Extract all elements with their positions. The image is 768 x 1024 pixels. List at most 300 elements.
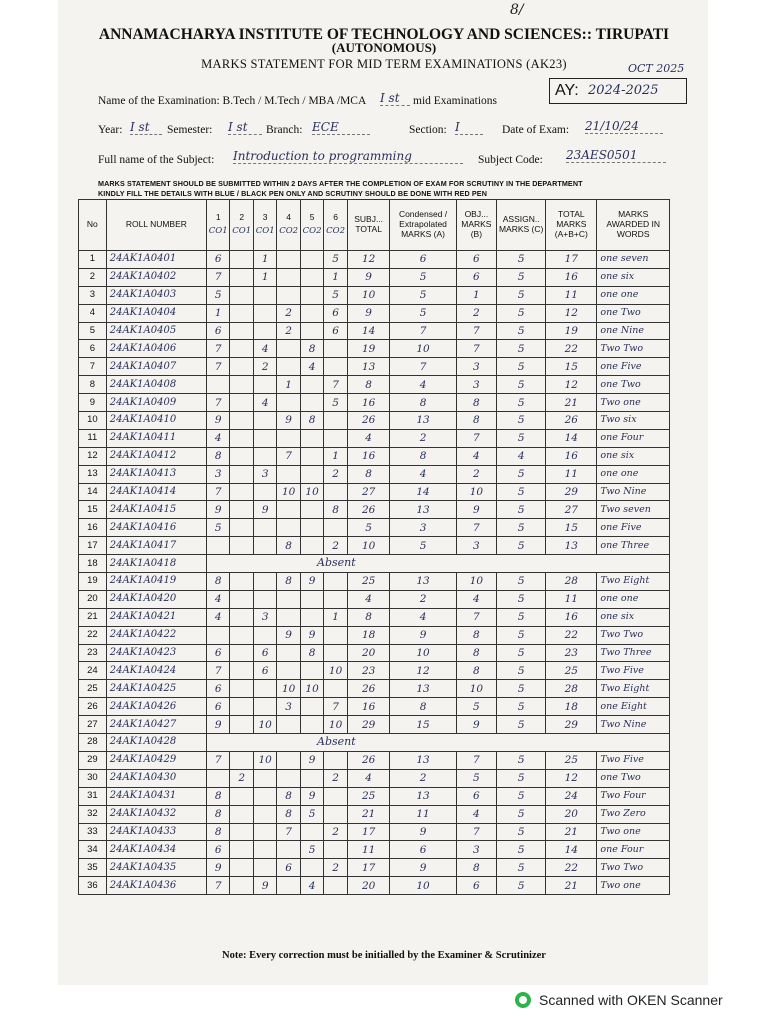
cell-obj: 6 — [456, 877, 497, 895]
cell-q1: 7 — [207, 483, 230, 501]
col-condensed-marks: Condensed / Extrapolated MARKS (A) — [390, 200, 456, 251]
cell-q6: 10 — [324, 716, 347, 734]
cell-assign: 5 — [497, 519, 546, 537]
cell-obj: 8 — [456, 859, 497, 877]
absent-label: Absent — [317, 556, 356, 570]
cell-q1: 4 — [207, 590, 230, 608]
table-row — [79, 429, 670, 447]
cell-condensed: 13 — [390, 751, 456, 769]
cell-assign: 5 — [497, 859, 546, 877]
cell-roll-number: 24AK1A0435 — [106, 859, 206, 877]
cell-q6: 10 — [324, 662, 347, 680]
cell-words: one Four — [597, 429, 670, 447]
cell-roll-number: 24AK1A0415 — [106, 501, 206, 519]
cell-subj-total: 16 — [347, 698, 390, 716]
scanner-text: Scanned with OKEN Scanner — [539, 992, 723, 1008]
cell-q4: 8 — [277, 805, 300, 823]
exam-label: Name of the Examination: B.Tech / M.Tech / MBA /MCA — [98, 95, 367, 107]
cell-assign: 5 — [497, 286, 546, 304]
cell-q4 — [277, 465, 300, 483]
table-row — [79, 376, 670, 394]
cell-total: 26 — [546, 412, 597, 430]
cell-condensed: 4 — [390, 376, 456, 394]
cell-condensed: 6 — [390, 841, 456, 859]
col-q2: 2 CO1 — [230, 200, 253, 251]
table-row — [79, 751, 670, 769]
cell-total: 17 — [546, 251, 597, 269]
cell-assign: 4 — [497, 447, 546, 465]
cell-q5 — [300, 251, 323, 269]
cell-total: 25 — [546, 662, 597, 680]
cell-q2 — [230, 590, 253, 608]
cell-condensed: 11 — [390, 805, 456, 823]
cell-no: 1 — [79, 251, 107, 269]
cell-q4: 9 — [277, 626, 300, 644]
cell-assign: 5 — [497, 662, 546, 680]
cell-q2 — [230, 519, 253, 537]
cell-roll-number: 24AK1A0411 — [106, 429, 206, 447]
table-row — [79, 251, 670, 269]
cell-total: 28 — [546, 680, 597, 698]
table-row — [79, 483, 670, 501]
col-q5: 5 CO2 — [300, 200, 323, 251]
cell-q1 — [207, 626, 230, 644]
col-q4: 4 CO2 — [277, 200, 300, 251]
cell-subj-total: 23 — [347, 662, 390, 680]
cell-total: 16 — [546, 608, 597, 626]
cell-no: 17 — [79, 537, 107, 555]
cell-no: 26 — [79, 698, 107, 716]
cell-q5 — [300, 447, 323, 465]
cell-roll-number: 24AK1A0423 — [106, 644, 206, 662]
cell-q6 — [324, 877, 347, 895]
footer-note: Note: Every correction must be initialled by the Examiner & Scrutinizer — [222, 950, 546, 961]
cell-q2 — [230, 644, 253, 662]
cell-words: one six — [597, 268, 670, 286]
date-label: Date of Exam: — [502, 124, 570, 136]
cell-roll-number: 24AK1A0432 — [106, 805, 206, 823]
cell-q6: 5 — [324, 394, 347, 412]
cell-no: 29 — [79, 751, 107, 769]
cell-assign: 5 — [497, 304, 546, 322]
scanner-logo-icon — [515, 992, 531, 1008]
cell-q4: 9 — [277, 412, 300, 430]
statement-title: MARKS STATEMENT FOR MID TERM EXAMINATIONS (AK23) — [201, 57, 567, 71]
cell-obj: 3 — [456, 376, 497, 394]
cell-no: 27 — [79, 716, 107, 734]
cell-subj-total: 18 — [347, 626, 390, 644]
cell-no: 20 — [79, 590, 107, 608]
cell-subj-total: 8 — [347, 376, 390, 394]
cell-roll-number: 24AK1A0409 — [106, 394, 206, 412]
table-row — [79, 465, 670, 483]
cell-total: 21 — [546, 823, 597, 841]
semester-value: I st — [228, 120, 262, 135]
cell-q6 — [324, 429, 347, 447]
cell-q5 — [300, 698, 323, 716]
cell-q2 — [230, 447, 253, 465]
cell-q4 — [277, 751, 300, 769]
cell-words: one seven — [597, 251, 670, 269]
cell-q1: 7 — [207, 268, 230, 286]
cell-q2 — [230, 412, 253, 430]
cell-q1: 9 — [207, 412, 230, 430]
cell-q6 — [324, 644, 347, 662]
cell-words: Two Four — [597, 787, 670, 805]
cell-condensed: 8 — [390, 394, 456, 412]
instruction-line-2: KINDLY FILL THE DETAILS WITH BLUE / BLACK PEN ONLY AND SCRUTINY SHOULD BE DONE WITH RED PEN — [98, 189, 487, 198]
cell-roll-number: 24AK1A0407 — [106, 358, 206, 376]
cell-words: one Nine — [597, 322, 670, 340]
table-row — [79, 340, 670, 358]
cell-no: 9 — [79, 394, 107, 412]
cell-condensed: 9 — [390, 859, 456, 877]
cell-obj: 7 — [456, 429, 497, 447]
table-row — [79, 859, 670, 877]
cell-q6: 2 — [324, 465, 347, 483]
cell-condensed: 5 — [390, 268, 456, 286]
cell-words: Two one — [597, 394, 670, 412]
cell-assign: 5 — [497, 340, 546, 358]
cell-q4: 1 — [277, 376, 300, 394]
cell-q5 — [300, 376, 323, 394]
cell-words: one Eight — [597, 698, 670, 716]
cell-q4 — [277, 590, 300, 608]
cell-roll-number: 24AK1A0417 — [106, 537, 206, 555]
cell-no: 36 — [79, 877, 107, 895]
cell-subj-total: 17 — [347, 823, 390, 841]
cell-subj-total: 5 — [347, 519, 390, 537]
cell-q4 — [277, 358, 300, 376]
cell-q1: 1 — [207, 304, 230, 322]
cell-total: 14 — [546, 429, 597, 447]
cell-q3 — [253, 376, 276, 394]
cell-roll-number: 24AK1A0410 — [106, 412, 206, 430]
exam-suffix: mid Examinations — [413, 95, 498, 107]
table-row — [79, 537, 670, 555]
cell-roll-number: 24AK1A0430 — [106, 769, 206, 787]
cell-q6 — [324, 590, 347, 608]
cell-roll-number: 24AK1A0422 — [106, 626, 206, 644]
cell-q4: 3 — [277, 698, 300, 716]
cell-obj: 8 — [456, 626, 497, 644]
cell-obj: 5 — [456, 698, 497, 716]
cell-assign: 5 — [497, 769, 546, 787]
cell-no: 7 — [79, 358, 107, 376]
cell-q4 — [277, 340, 300, 358]
cell-q5 — [300, 394, 323, 412]
cell-subj-total: 29 — [347, 716, 390, 734]
cell-roll-number: 24AK1A0413 — [106, 465, 206, 483]
cell-q2 — [230, 787, 253, 805]
table-row — [79, 841, 670, 859]
cell-q2 — [230, 573, 253, 591]
cell-roll-number: 24AK1A0428 — [106, 734, 206, 752]
cell-q2 — [230, 841, 253, 859]
cell-total: 12 — [546, 376, 597, 394]
cell-words: Two Nine — [597, 483, 670, 501]
cell-subj-total: 8 — [347, 608, 390, 626]
cell-q1: 7 — [207, 394, 230, 412]
cell-words: Two Eight — [597, 680, 670, 698]
table-row — [79, 501, 670, 519]
cell-total: 25 — [546, 751, 597, 769]
cell-q3: 2 — [253, 358, 276, 376]
section-label: Section: — [409, 124, 447, 136]
cell-obj: 7 — [456, 519, 497, 537]
cell-q3: 3 — [253, 608, 276, 626]
cell-obj: 9 — [456, 501, 497, 519]
cell-subj-total: 21 — [347, 805, 390, 823]
cell-no: 34 — [79, 841, 107, 859]
cell-assign: 5 — [497, 322, 546, 340]
cell-q5 — [300, 519, 323, 537]
cell-q2 — [230, 322, 253, 340]
cell-q1: 6 — [207, 841, 230, 859]
cell-q3 — [253, 429, 276, 447]
cell-subj-total: 20 — [347, 877, 390, 895]
cell-words: Two Two — [597, 859, 670, 877]
cell-words: one Two — [597, 304, 670, 322]
cell-roll-number: 24AK1A0433 — [106, 823, 206, 841]
cell-no: 10 — [79, 412, 107, 430]
cell-q4: 6 — [277, 859, 300, 877]
cell-no: 28 — [79, 734, 107, 752]
cell-q3 — [253, 322, 276, 340]
cell-q6 — [324, 626, 347, 644]
cell-obj: 9 — [456, 716, 497, 734]
cell-q6 — [324, 358, 347, 376]
cell-obj: 4 — [456, 447, 497, 465]
cell-words: one Three — [597, 537, 670, 555]
cell-obj: 7 — [456, 340, 497, 358]
cell-q4 — [277, 394, 300, 412]
cell-subj-total: 25 — [347, 787, 390, 805]
cell-q1: 4 — [207, 429, 230, 447]
cell-q1: 7 — [207, 340, 230, 358]
cell-subj-total: 27 — [347, 483, 390, 501]
cell-q5: 8 — [300, 340, 323, 358]
cell-q5: 4 — [300, 877, 323, 895]
branch-value: ECE — [312, 120, 370, 135]
cell-q1: 5 — [207, 519, 230, 537]
cell-roll-number: 24AK1A0436 — [106, 877, 206, 895]
cell-obj: 5 — [456, 769, 497, 787]
col-obj-marks: OBJ... MARKS (B) — [456, 200, 497, 251]
cell-total: 21 — [546, 877, 597, 895]
cell-q3 — [253, 823, 276, 841]
cell-condensed: 13 — [390, 680, 456, 698]
cell-obj: 6 — [456, 268, 497, 286]
table-row — [79, 519, 670, 537]
cell-assign: 5 — [497, 465, 546, 483]
cell-q2 — [230, 483, 253, 501]
cell-roll-number: 24AK1A0403 — [106, 286, 206, 304]
year-label: Year: — [98, 124, 123, 136]
cell-q5 — [300, 304, 323, 322]
cell-roll-number: 24AK1A0425 — [106, 680, 206, 698]
table-row — [79, 555, 670, 573]
cell-q1: 9 — [207, 859, 230, 877]
scanner-watermark — [515, 990, 723, 1010]
cell-subj-total: 26 — [347, 751, 390, 769]
cell-no: 24 — [79, 662, 107, 680]
cell-q2 — [230, 751, 253, 769]
cell-q6: 7 — [324, 698, 347, 716]
cell-no: 13 — [79, 465, 107, 483]
cell-q3: 10 — [253, 716, 276, 734]
col-q6: 6 CO2 — [324, 200, 347, 251]
cell-q5: 9 — [300, 626, 323, 644]
cell-condensed: 5 — [390, 304, 456, 322]
cell-q5: 9 — [300, 573, 323, 591]
academic-year-box — [549, 78, 687, 104]
cell-q3 — [253, 698, 276, 716]
cell-q6 — [324, 751, 347, 769]
subject-value: Introduction to programming — [233, 149, 463, 164]
table-row — [79, 716, 670, 734]
cell-q5 — [300, 769, 323, 787]
table-row — [79, 447, 670, 465]
cell-q1: 8 — [207, 823, 230, 841]
cell-total: 12 — [546, 304, 597, 322]
cell-condensed: 8 — [390, 447, 456, 465]
cell-total: 11 — [546, 286, 597, 304]
table-row — [79, 626, 670, 644]
cell-no: 22 — [79, 626, 107, 644]
cell-roll-number: 24AK1A0418 — [106, 555, 206, 573]
col-q1: 1 CO1 — [207, 200, 230, 251]
marks-table-body — [79, 251, 670, 895]
cell-subj-total: 9 — [347, 268, 390, 286]
table-row — [79, 304, 670, 322]
cell-q1: 4 — [207, 608, 230, 626]
cell-subj-total: 17 — [347, 859, 390, 877]
cell-q4: 10 — [277, 483, 300, 501]
cell-assign: 5 — [497, 358, 546, 376]
cell-no: 16 — [79, 519, 107, 537]
cell-obj: 8 — [456, 412, 497, 430]
cell-total: 12 — [546, 769, 597, 787]
cell-subj-total: 26 — [347, 412, 390, 430]
cell-q3 — [253, 841, 276, 859]
cell-words: Two Zero — [597, 805, 670, 823]
cell-total: 28 — [546, 573, 597, 591]
cell-obj: 4 — [456, 590, 497, 608]
cell-roll-number: 24AK1A0429 — [106, 751, 206, 769]
cell-subj-total: 16 — [347, 447, 390, 465]
cell-q2 — [230, 465, 253, 483]
cell-q5 — [300, 590, 323, 608]
cell-condensed: 8 — [390, 698, 456, 716]
cell-q4 — [277, 286, 300, 304]
cell-total: 22 — [546, 626, 597, 644]
cell-q6 — [324, 680, 347, 698]
cell-condensed: 5 — [390, 537, 456, 555]
cell-roll-number: 24AK1A0424 — [106, 662, 206, 680]
cell-q4 — [277, 644, 300, 662]
cell-q1: 6 — [207, 644, 230, 662]
cell-q4 — [277, 841, 300, 859]
table-row — [79, 823, 670, 841]
cell-subj-total: 10 — [347, 537, 390, 555]
cell-q1: 6 — [207, 322, 230, 340]
cell-q3: 6 — [253, 644, 276, 662]
cell-q4 — [277, 608, 300, 626]
cell-assign: 5 — [497, 626, 546, 644]
cell-obj: 7 — [456, 751, 497, 769]
cell-no: 12 — [79, 447, 107, 465]
cell-q4 — [277, 501, 300, 519]
cell-q3 — [253, 769, 276, 787]
cell-q1 — [207, 376, 230, 394]
cell-words: Two Eight — [597, 573, 670, 591]
table-row — [79, 787, 670, 805]
cell-assign: 5 — [497, 501, 546, 519]
subject-code-label: Subject Code: — [478, 154, 543, 166]
cell-condensed: 5 — [390, 286, 456, 304]
cell-condensed: 2 — [390, 769, 456, 787]
cell-q6 — [324, 483, 347, 501]
cell-roll-number: 24AK1A0419 — [106, 573, 206, 591]
cell-subj-total: 25 — [347, 573, 390, 591]
cell-q6: 5 — [324, 286, 347, 304]
cell-words: Two Nine — [597, 716, 670, 734]
marks-table — [78, 199, 670, 895]
cell-subj-total: 20 — [347, 644, 390, 662]
cell-condensed: 13 — [390, 787, 456, 805]
cell-total: 21 — [546, 394, 597, 412]
cell-q5 — [300, 537, 323, 555]
cell-roll-number: 24AK1A0406 — [106, 340, 206, 358]
cell-q1 — [207, 537, 230, 555]
cell-condensed: 10 — [390, 877, 456, 895]
cell-total: 19 — [546, 322, 597, 340]
cell-total: 22 — [546, 859, 597, 877]
cell-q3: 10 — [253, 751, 276, 769]
cell-q5 — [300, 859, 323, 877]
col-assign-marks: ASSIGN.. MARKS (C) — [497, 200, 546, 251]
cell-no: 11 — [79, 429, 107, 447]
cell-q2 — [230, 537, 253, 555]
cell-words: one one — [597, 465, 670, 483]
cell-q5: 10 — [300, 483, 323, 501]
cell-q3 — [253, 787, 276, 805]
cell-q6: 8 — [324, 501, 347, 519]
cell-no: 32 — [79, 805, 107, 823]
cell-q6 — [324, 787, 347, 805]
cell-words: one Two — [597, 376, 670, 394]
cell-obj: 3 — [456, 537, 497, 555]
cell-obj: 1 — [456, 286, 497, 304]
cell-q2 — [230, 286, 253, 304]
cell-subj-total: 12 — [347, 251, 390, 269]
cell-assign: 5 — [497, 787, 546, 805]
cell-subj-total: 26 — [347, 501, 390, 519]
cell-obj: 8 — [456, 644, 497, 662]
cell-q2 — [230, 376, 253, 394]
year-value: I st — [130, 120, 162, 135]
cell-words: Two Five — [597, 751, 670, 769]
cell-q6 — [324, 841, 347, 859]
cell-q5: 5 — [300, 841, 323, 859]
cell-words: Two Five — [597, 662, 670, 680]
cell-no: 35 — [79, 859, 107, 877]
cell-q5: 9 — [300, 787, 323, 805]
cell-q3 — [253, 805, 276, 823]
cell-subj-total: 14 — [347, 322, 390, 340]
cell-q2 — [230, 698, 253, 716]
